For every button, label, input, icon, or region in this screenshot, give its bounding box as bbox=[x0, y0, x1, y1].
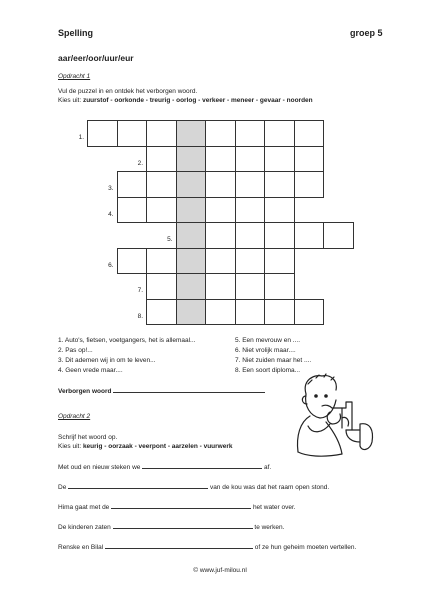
sentence-text: af. bbox=[264, 464, 272, 471]
exercise1-heading: Opdracht 1 bbox=[58, 73, 91, 80]
hidden-word-cell[interactable] bbox=[176, 222, 207, 249]
crossword-cell[interactable] bbox=[235, 120, 266, 147]
crossword-cell[interactable] bbox=[205, 120, 236, 147]
crossword-cell[interactable] bbox=[205, 197, 236, 224]
crossword-cell[interactable] bbox=[205, 248, 236, 275]
crossword-cell[interactable] bbox=[235, 197, 266, 224]
row-number: 5. bbox=[167, 236, 173, 243]
sentence-text: Renske en Bilal bbox=[58, 544, 104, 551]
hidden-word-cell[interactable] bbox=[176, 120, 207, 147]
sentence-text: het water over. bbox=[252, 504, 296, 511]
crossword-cell[interactable] bbox=[294, 299, 325, 326]
sentence-text: De kinderen zaten bbox=[58, 524, 111, 531]
choose-label: Kies uit: bbox=[58, 97, 83, 104]
spelling-topic: aar/eer/oor/uur/eur bbox=[58, 53, 134, 63]
crossword-cell[interactable] bbox=[146, 120, 177, 147]
crossword-cell[interactable] bbox=[264, 171, 295, 198]
exercise2-word-list bbox=[58, 443, 232, 451]
crossword-cell[interactable] bbox=[235, 171, 266, 198]
crossword-cell[interactable] bbox=[146, 146, 177, 173]
choose-label: Kies uit: bbox=[58, 443, 83, 450]
crossword-cell[interactable] bbox=[235, 273, 266, 300]
exercise1-instruction: Vul de puzzel in en ontdek het verborgen woord. bbox=[58, 88, 198, 95]
exercise2-heading: Opdracht 2 bbox=[58, 413, 91, 420]
sentence-text: of ze hun geheim moeten vertellen. bbox=[254, 544, 357, 551]
crossword-cell[interactable] bbox=[294, 222, 325, 249]
answer-blank[interactable] bbox=[68, 482, 208, 489]
row-number: 1. bbox=[78, 134, 84, 141]
crossword-cell[interactable] bbox=[264, 273, 295, 300]
crossword-cell[interactable] bbox=[205, 222, 236, 249]
hidden-word-label: Verborgen woord bbox=[58, 388, 112, 395]
clue-6: 6. Niet vrolijk maar.... bbox=[235, 347, 296, 354]
answer-blank[interactable] bbox=[111, 502, 251, 509]
crossword-cell[interactable] bbox=[264, 146, 295, 173]
hidden-word-row bbox=[58, 386, 265, 395]
clue-3: 3. Dit ademen wij in om te leven... bbox=[58, 357, 156, 364]
crossword-cell[interactable] bbox=[264, 222, 295, 249]
word-options: zuurstof - oorkonde - treurig - oorlog - verkeer - meneer - gevaar - noorden bbox=[82, 97, 313, 104]
word-options: keurig - oorzaak - veerpont - aarzelen - vuurwerk bbox=[82, 443, 233, 450]
crossword-cell[interactable] bbox=[294, 120, 325, 147]
crossword-cell[interactable] bbox=[323, 222, 354, 249]
crossword-cell[interactable] bbox=[117, 120, 148, 147]
crossword-cell[interactable] bbox=[205, 146, 236, 173]
exercise1-word-list bbox=[58, 97, 313, 105]
hidden-word-cell[interactable] bbox=[176, 197, 207, 224]
clue-2: 2. Pas op!... bbox=[58, 347, 93, 354]
crossword-cell[interactable] bbox=[294, 171, 325, 198]
crossword-cell[interactable] bbox=[117, 248, 148, 275]
crossword-cell[interactable] bbox=[205, 273, 236, 300]
hidden-word-blank[interactable] bbox=[113, 386, 265, 393]
row-number: 8. bbox=[137, 312, 143, 320]
sentence-text: Hima gaat met de bbox=[58, 504, 110, 511]
sentence-text: van de kou was dat het raam open stond. bbox=[209, 484, 330, 491]
row-number: 3. bbox=[108, 185, 114, 192]
crossword-cell[interactable] bbox=[117, 171, 148, 198]
crossword-cell[interactable] bbox=[264, 197, 295, 224]
row-number: 2. bbox=[137, 159, 143, 167]
crossword-cell[interactable] bbox=[146, 171, 177, 198]
crossword-cell[interactable] bbox=[264, 299, 295, 326]
crossword-cell[interactable] bbox=[205, 299, 236, 326]
sentence-5 bbox=[58, 542, 356, 551]
footer-copyright: © www.juf-milou.nl bbox=[193, 567, 247, 574]
boy-with-trumpet-icon bbox=[286, 372, 378, 472]
crossword-cell[interactable] bbox=[117, 197, 148, 224]
exercise2-instruction: Schrijf het woord op. bbox=[58, 434, 118, 441]
hidden-word-cell[interactable] bbox=[176, 299, 207, 326]
crossword-cell[interactable] bbox=[87, 120, 118, 147]
crossword-cell[interactable] bbox=[146, 299, 177, 326]
clue-8: 8. Een soort diploma... bbox=[235, 367, 301, 374]
crossword-cell[interactable] bbox=[146, 273, 177, 300]
sentence-4 bbox=[58, 522, 284, 531]
clue-7: 7. Niet zuiden maar het .... bbox=[235, 357, 312, 364]
crossword-cell[interactable] bbox=[294, 146, 325, 173]
sentence-text: te werken. bbox=[254, 524, 285, 531]
row-number: 6. bbox=[108, 261, 114, 269]
crossword-cell[interactable] bbox=[146, 197, 177, 224]
row-number: 7. bbox=[137, 287, 143, 294]
crossword-cell[interactable] bbox=[235, 222, 266, 249]
answer-blank[interactable] bbox=[113, 522, 253, 529]
sentence-2 bbox=[58, 482, 329, 491]
hidden-word-cell[interactable] bbox=[176, 273, 207, 300]
crossword-cell[interactable] bbox=[264, 248, 295, 275]
sentence-3 bbox=[58, 502, 296, 511]
answer-blank[interactable] bbox=[142, 462, 262, 469]
hidden-word-cell[interactable] bbox=[176, 146, 207, 173]
answer-blank[interactable] bbox=[105, 542, 253, 549]
row-number: 4. bbox=[108, 210, 114, 218]
crossword-cell[interactable] bbox=[264, 120, 295, 147]
group-label: groep 5 bbox=[350, 28, 383, 38]
crossword-cell[interactable] bbox=[146, 248, 177, 275]
hidden-word-cell[interactable] bbox=[176, 171, 207, 198]
crossword-cell[interactable] bbox=[205, 171, 236, 198]
page-title: Spelling bbox=[58, 28, 94, 38]
clue-1: 1. Auto's, fietsen, voetgangers, het is allemaal... bbox=[58, 337, 196, 344]
crossword-cell[interactable] bbox=[235, 299, 266, 326]
crossword-cell[interactable] bbox=[235, 248, 266, 275]
clue-4: 4. Geen vrede maar.... bbox=[58, 367, 123, 374]
sentence-text: De bbox=[58, 484, 67, 491]
hidden-word-cell[interactable] bbox=[176, 248, 207, 275]
sentence-text: Met oud en nieuw steken we bbox=[58, 464, 141, 471]
crossword-cell[interactable] bbox=[235, 146, 266, 173]
sentence-1 bbox=[58, 462, 271, 471]
clue-5: 5. Een mevrouw en .... bbox=[235, 337, 301, 344]
